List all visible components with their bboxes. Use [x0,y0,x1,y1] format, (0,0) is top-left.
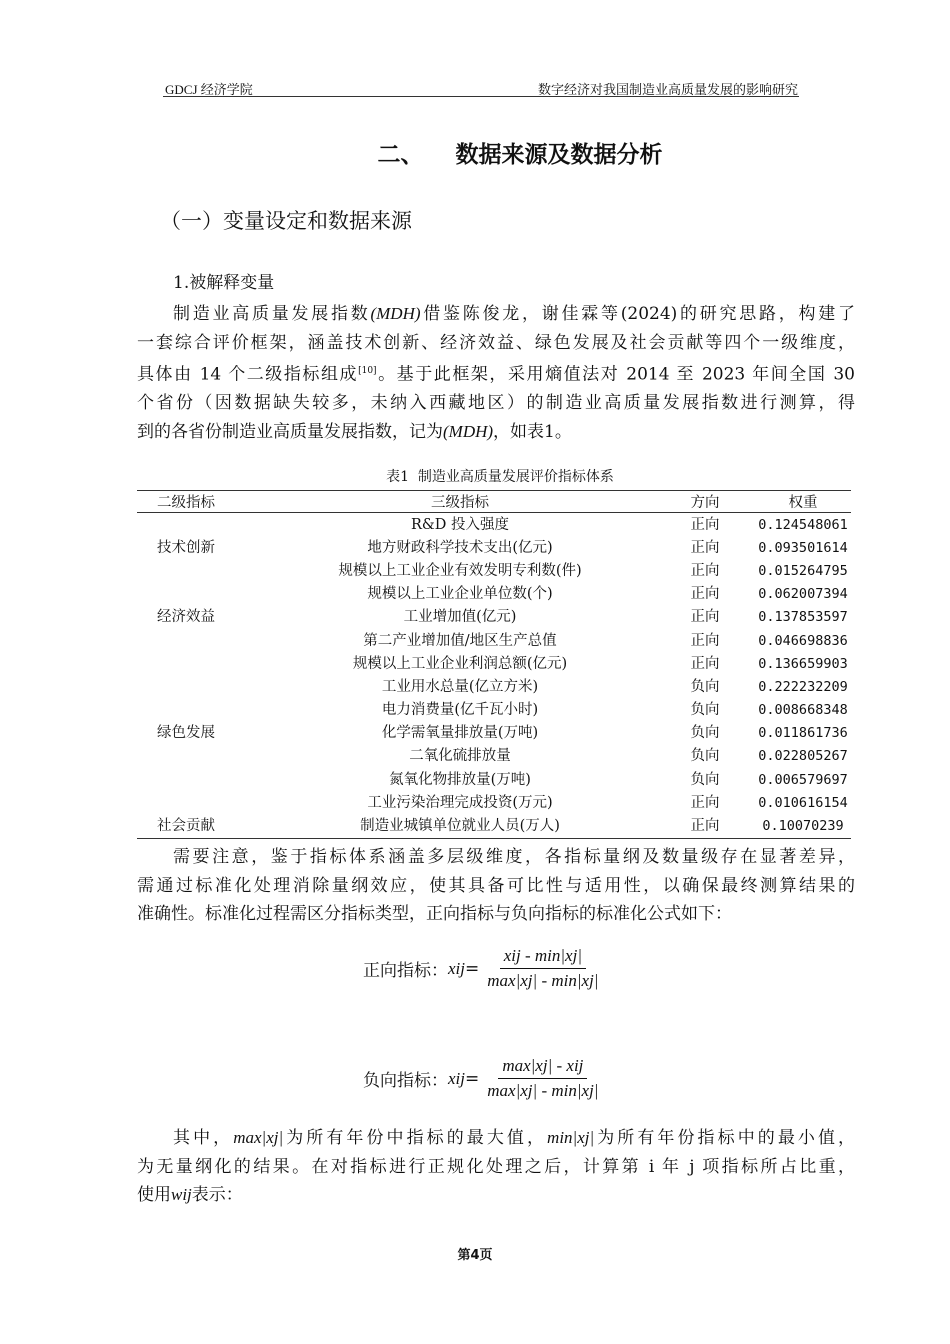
col-header: 方向 [655,491,755,513]
paragraph-2 [137,843,855,929]
table-cell: 负向 [690,678,720,695]
table-cell: 负向 [690,702,720,719]
text: 一套综合评价框架，涵盖技术创新、经济效益、绿色发展及社会贡献等四个一级维度， [137,332,855,353]
table-cell: 0.046698836 [758,632,848,649]
table-cell: 正向 [690,818,720,835]
table-cell [137,513,265,537]
table-cell [137,675,265,698]
table-cell: 0.015264795 [758,562,848,579]
table-cell: 二氧化硫排放量 [409,748,511,765]
col-header: 权重 [755,491,851,513]
table-cell [137,652,265,675]
table-cell: 社会贡献 [157,818,215,835]
text: 借鉴陈俊龙，谢佳霖等(2024)的研究思路，构建了 [420,304,856,324]
table-cell: 0.222232209 [758,678,848,695]
denominator: max|xj| - min|xj| [487,971,599,990]
formula-negative [363,1056,602,1101]
fraction [483,946,602,991]
table-cell: 0.010616154 [758,794,848,811]
header-divider [163,96,799,97]
table-cell: 0.006579697 [758,771,848,788]
table-cell: 0.062007394 [758,586,848,603]
numerator: max|xj| - xij [498,1056,587,1079]
text: 。基于此框架，采用熵值法对 2014 至 2023 年间全国 30 [376,364,855,385]
table-cell: R&D 投入强度 [410,516,510,533]
table-cell: 第二产业增加值/地区生产总值 [363,632,557,649]
indicator-table [137,490,851,839]
table-cell: 工业用水总量(亿立方米) [381,678,539,695]
table-cell: 负向 [690,748,720,765]
denominator: max|xj| - min|xj| [487,1081,599,1100]
formula-label: 负向指标： [363,1071,448,1091]
formula-positive [363,946,602,991]
math: wij [171,1185,192,1205]
table-cell: 规模以上工业企业有效发明专利数(件) [338,562,582,579]
table-row [137,745,851,768]
page-number: 第4页 [457,1248,493,1263]
table-cell: 正向 [690,516,720,533]
table-cell [137,768,265,791]
table-cell: 技术创新 [157,539,215,556]
fraction [483,1056,602,1101]
table-row [137,513,851,537]
table-cell: 0.022805267 [758,748,848,765]
math: max|xj| [233,1128,284,1147]
text: (MDH) [370,304,421,323]
table-row [137,559,851,582]
table-cell: 工业污染治理完成投资(万元) [367,794,553,811]
table-cell: 地方财政科学技术支出(亿元) [367,539,553,556]
table-cell [137,559,265,582]
table-cell: 正向 [690,632,720,649]
table-cell: 规模以上工业企业利润总额(亿元) [352,655,568,672]
text: 需要注意，鉴于指标体系涵盖多层级维度，各指标量纲及数量级存在显著差异， [173,847,855,867]
table-row [137,699,851,722]
text: 为所有年份指标中的最小值， [594,1128,856,1148]
table-cell: 氮氧化物排放量(万吨) [389,771,531,788]
table-cell: 电力消费量(亿千瓦小时) [381,702,539,719]
text: (MDH) [443,422,494,442]
table-cell: 0.124548061 [758,516,848,533]
table-row [137,675,851,698]
table-row [137,536,851,559]
text: 其中， [173,1128,234,1148]
table-cell: 负向 [690,771,720,788]
text: 准确性。标准化过程需区分指标类型，正向指标与负向指标的标准化公式如下： [137,904,732,925]
table-cell: 正向 [690,562,720,579]
table-header-row [137,491,851,513]
table-cell: 工业增加值(亿元) [403,609,517,626]
table-row [137,722,851,745]
table-cell: 0.011861736 [758,725,848,742]
table-cell: 正向 [690,794,720,811]
col-header: 三级指标 [265,491,655,513]
text: 为无量纲化的结果。在对指标进行正规化处理之后，计算第 i 年 j 项指标所占比重， [137,1156,855,1177]
table-cell: 规模以上工业企业单位数(个) [367,586,553,603]
col-header: 二级指标 [137,491,265,513]
table-cell: 经济效益 [157,609,215,626]
text: ，如表1。 [493,422,572,443]
table-cell: 正向 [690,586,720,603]
table-cell: 0.136659903 [758,655,848,672]
table-cell: 正向 [690,655,720,672]
table-row [137,583,851,606]
subsection-title: （一）变量设定和数据来源 [160,209,412,233]
table-cell: 正向 [690,609,720,626]
subheading: 1.被解释变量 [173,273,275,293]
table-row [137,652,851,675]
table-row [137,791,851,814]
math: min|xj| [547,1128,595,1147]
table-cell: 0.008668348 [758,702,848,719]
header-left: GDCJ 经济学院 [165,82,253,97]
equals: = [465,1068,480,1089]
table-cell [137,699,265,722]
header-right: 数字经济对我国制造业高质量发展的影响研究 [537,82,798,97]
text: 个省份（因数据缺失较多，未纳入西藏地区）的制造业高质量发展指数进行测算，得 [137,393,855,414]
paragraph-1 [137,300,855,447]
table-cell: 负向 [690,725,720,742]
table-row [137,629,851,652]
text: 为所有年份中指标的最大值， [283,1128,548,1148]
text: 使用 [137,1185,171,1206]
table-row [137,768,851,791]
table-cell: 0.093501614 [758,539,848,556]
formula-label: 正向指标： [363,961,448,981]
table-caption: 表1 制造业高质量发展评价指标体系 [386,469,614,485]
table-cell [137,791,265,814]
paragraph-3 [137,1124,855,1210]
numerator: xij - min|xj| [500,946,586,969]
text: 具体由 14 个二级指标组成 [137,364,359,385]
text: 到的各省份制造业高质量发展指数，记为 [137,422,443,443]
equals: = [465,958,480,979]
section-title: 二、 数据来源及数据分析 [377,142,663,168]
table-cell: 化学需氧量排放量(万吨) [381,725,539,742]
text: 制造业高质量发展指数 [173,304,371,324]
table-cell: 0.137853597 [758,609,848,626]
table-cell: 0.10070239 [762,818,844,835]
table-cell: 绿色发展 [157,725,215,742]
table-cell [137,629,265,652]
formula-lhs: xij [448,1068,465,1088]
table-cell: 制造业城镇单位就业人员(万人) [360,818,560,835]
formula-lhs: xij [448,958,465,978]
citation[interactable]: [10] [358,366,377,377]
table-cell [137,583,265,606]
table-cell: 正向 [690,539,720,556]
table-row [137,606,851,629]
text: 表示： [191,1185,243,1206]
table-row [137,814,851,838]
table-cell [137,745,265,768]
text: 需通过标准化处理消除量纲效应，使其具备可比性与适用性，以确保最终测算结果的 [137,875,855,896]
